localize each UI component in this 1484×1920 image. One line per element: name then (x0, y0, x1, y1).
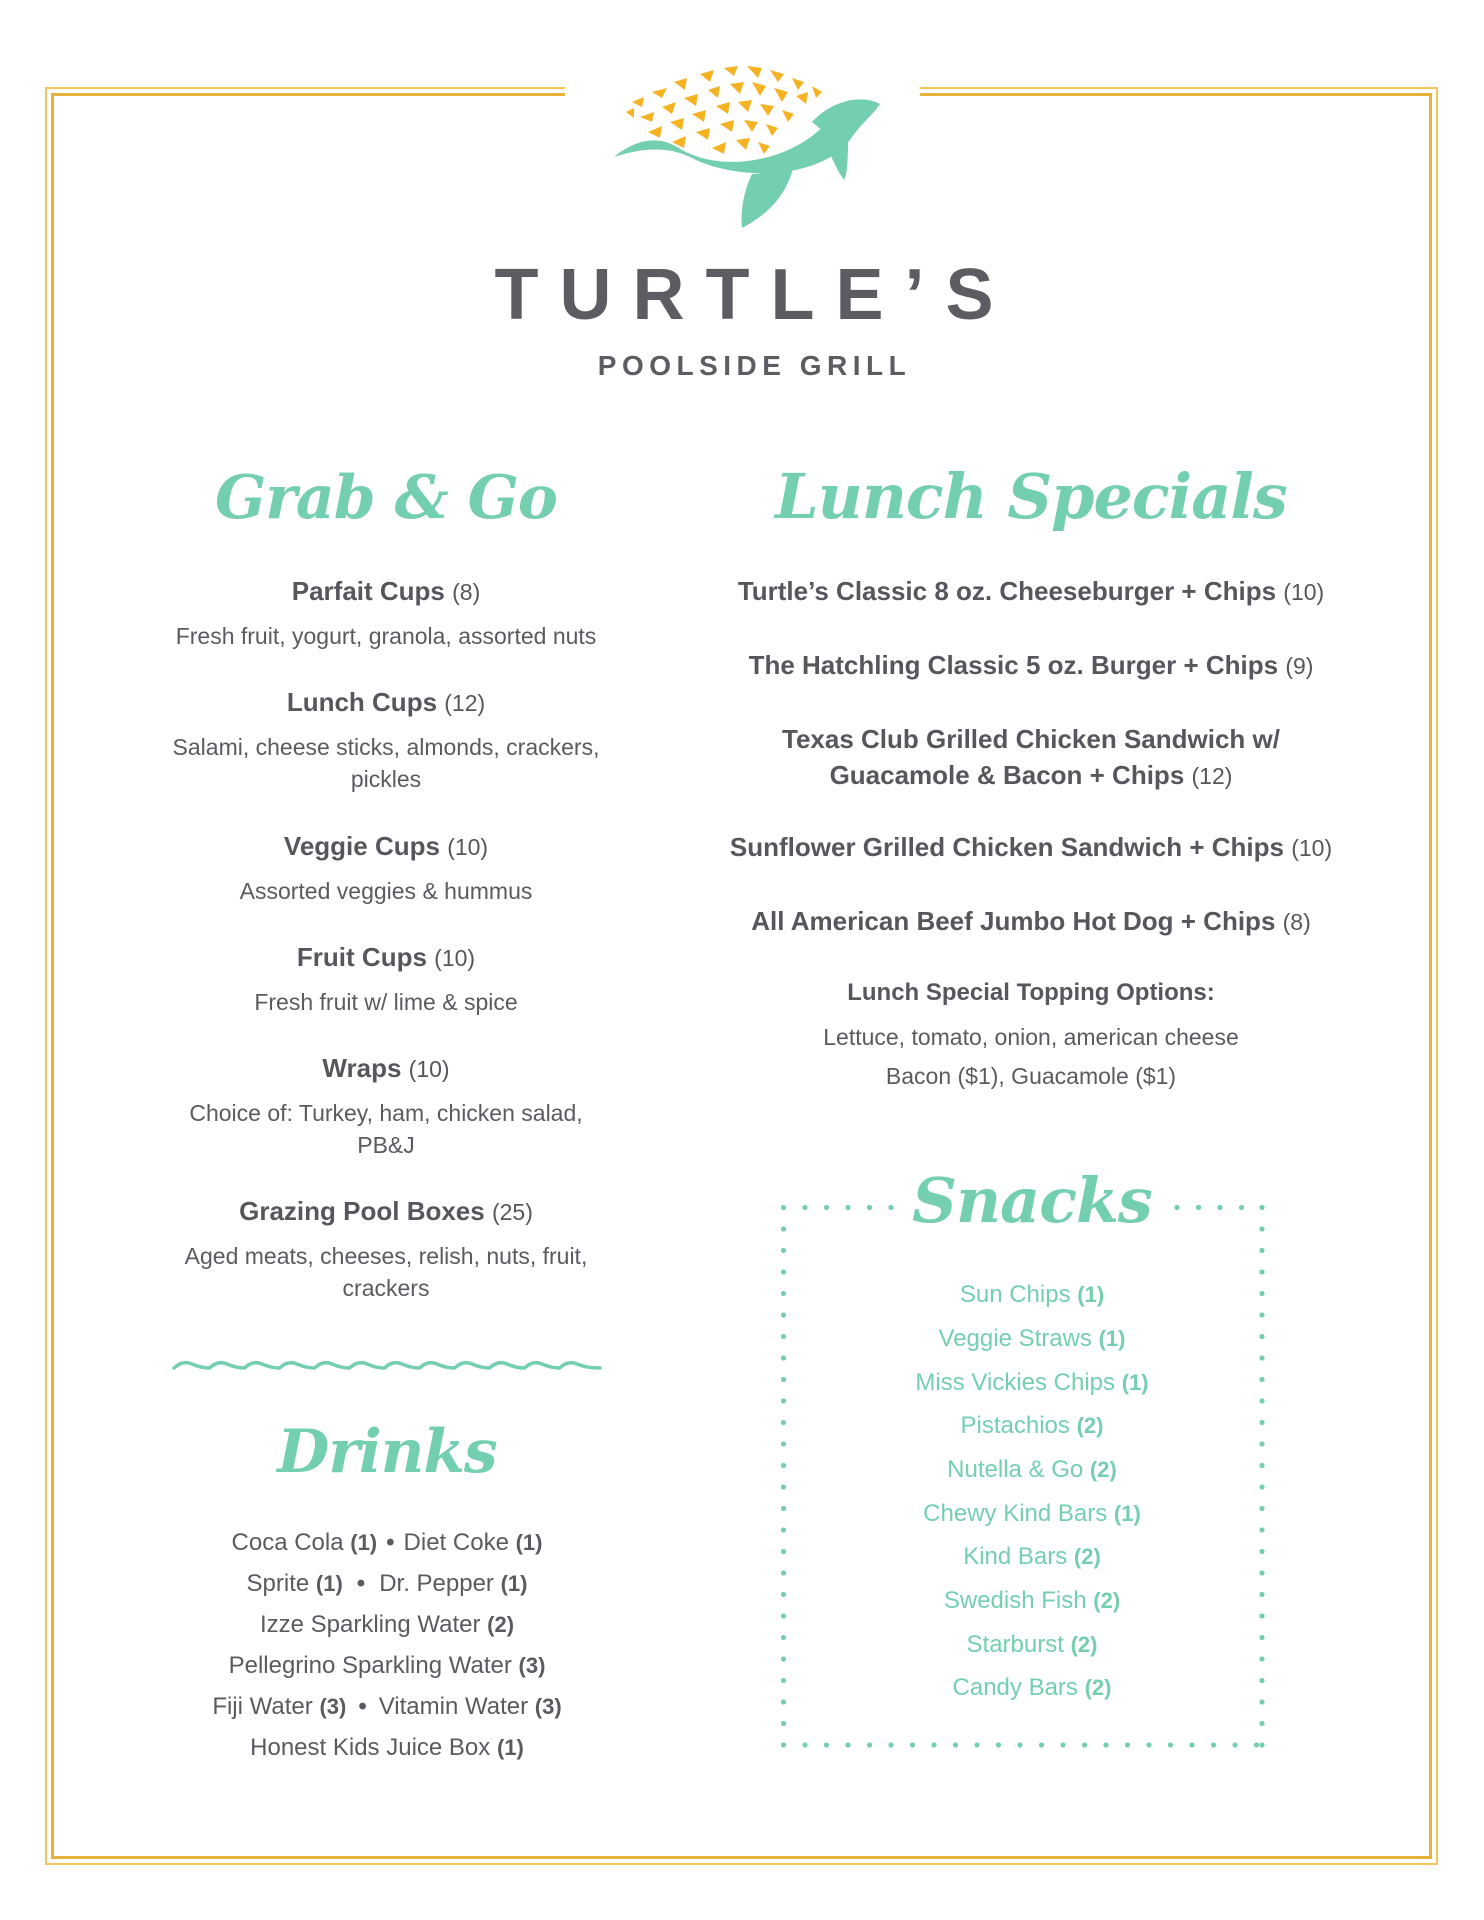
snack-item (963, 1542, 1101, 1572)
drink-price: (1) (500, 1571, 528, 1596)
snack-item (961, 1411, 1104, 1441)
drinks-line (247, 1569, 528, 1599)
snack-name: Chewy Kind Bars (923, 1500, 1108, 1527)
bullet-separator: • (358, 1693, 367, 1720)
restaurant-name: TURTLE’S (494, 255, 1015, 335)
item-name: Turtle’s Classic 8 oz. Cheeseburger + Chips (737, 576, 1277, 606)
snack-price: (1) (1113, 1501, 1141, 1526)
snack-price: (2) (1084, 1675, 1112, 1700)
topping-options-line: Lettuce, tomato, onion, american cheese (823, 1024, 1239, 1050)
drink-name: Pellegrino Sparkling Water (228, 1652, 512, 1679)
topping-options-heading: Lunch Special Topping Options: (847, 979, 1215, 1006)
bullet-separator: • (356, 1570, 366, 1597)
drink-name: Coca Cola (231, 1529, 344, 1556)
item-name: Sunflower Grilled Chicken Sandwich + Chips (729, 832, 1284, 862)
snack-price: (2) (1093, 1588, 1121, 1613)
lunch-special-item (782, 722, 1280, 757)
item-price: (9) (1285, 653, 1314, 679)
drinks-line (232, 1528, 543, 1558)
snack-name: Sun Chips (959, 1281, 1071, 1308)
menu-item-title (284, 831, 488, 862)
drink-price: (3) (534, 1694, 562, 1719)
drink-price: (1) (315, 1571, 343, 1596)
lunch-special-item-cont (830, 758, 1233, 794)
topping-options-line: Bacon ($1), Guacamole ($1) (885, 1063, 1177, 1089)
item-price: (10) (434, 945, 476, 971)
drinks-line (212, 1692, 561, 1722)
menu-item-description: Aged meats, cheeses, relish, nuts, fruit, (184, 1243, 588, 1269)
drink-name: Vitamin Water (378, 1693, 529, 1720)
menu-item-title (239, 1196, 533, 1227)
item-price: (25) (491, 1199, 533, 1225)
snack-name: Veggie Straws (938, 1325, 1092, 1352)
lunch-special-item (738, 574, 1324, 610)
drink-price: (3) (319, 1694, 347, 1719)
item-name: Texas Club Grilled Chicken Sandwich w/ (782, 724, 1280, 754)
snack-name: Pistachios (960, 1412, 1070, 1439)
menu-item-description: Choice of: Turkey, ham, chicken salad, (189, 1100, 583, 1126)
item-price: (12) (1191, 763, 1233, 789)
item-price: (8) (452, 579, 481, 605)
snack-name: Candy Bars (952, 1674, 1078, 1701)
menu-item-description: crackers (342, 1275, 430, 1301)
snack-price: (2) (1070, 1632, 1098, 1657)
lunch-special-item (751, 904, 1311, 940)
menu-item-title (292, 576, 481, 607)
snack-name: Kind Bars (963, 1543, 1068, 1570)
item-price: (10) (447, 834, 489, 860)
item-name: Grazing Pool Boxes (239, 1196, 485, 1226)
item-name: Wraps (322, 1053, 402, 1083)
snack-name: Swedish Fish (943, 1587, 1087, 1614)
snack-item (923, 1499, 1141, 1529)
menu-item-description: Salami, cheese sticks, almonds, crackers, (172, 734, 600, 760)
menu-item-title (287, 687, 485, 718)
menu-item-description: Fresh fruit, yogurt, granola, assorted nuts (175, 623, 597, 649)
snack-item (953, 1673, 1112, 1703)
snack-item (944, 1586, 1120, 1616)
snack-price: (2) (1073, 1544, 1101, 1569)
sea-turtle-logo-icon (612, 62, 882, 230)
drinks-heading: Drinks (277, 1417, 497, 1487)
drink-name: Sprite (246, 1570, 310, 1597)
snack-price: (2) (1076, 1413, 1104, 1438)
snack-item (915, 1368, 1148, 1398)
drinks-line (229, 1651, 546, 1681)
drink-price: (2) (487, 1612, 515, 1637)
item-name: Fruit Cups (296, 942, 427, 972)
snack-name: Miss Vickies Chips (915, 1369, 1116, 1396)
snack-price: (1) (1121, 1370, 1149, 1395)
menu-item-description: Fresh fruit w/ lime & spice (254, 989, 518, 1015)
snack-item (960, 1280, 1104, 1310)
snack-price: (1) (1098, 1326, 1126, 1351)
drink-name: Dr. Pepper (379, 1570, 494, 1597)
menu-item-description: pickles (350, 766, 422, 792)
bullet-separator: • (386, 1529, 395, 1556)
item-name: Parfait Cups (291, 576, 445, 606)
drinks-line (250, 1733, 524, 1763)
menu-item-title (322, 1053, 449, 1084)
menu-item-description: Assorted veggies & hummus (239, 878, 533, 904)
drink-price: (1) (515, 1530, 543, 1555)
restaurant-subtitle: POOLSIDE GRILL (597, 350, 912, 381)
snack-item (947, 1455, 1117, 1485)
snack-item (967, 1630, 1098, 1660)
drink-name: Diet Coke (403, 1529, 509, 1556)
item-name: Veggie Cups (283, 831, 440, 861)
drink-name: Izze Sparkling Water (259, 1611, 481, 1638)
item-name: All American Beef Jumbo Hot Dog + Chips (751, 906, 1276, 936)
snacks-heading: Snacks (894, 1170, 1170, 1232)
item-name: The Hatchling Classic 5 oz. Burger + Chips (748, 650, 1279, 680)
menu-item-description: PB&J (357, 1132, 415, 1158)
snack-item (939, 1324, 1126, 1354)
lunch-special-item (749, 648, 1314, 684)
item-name: Guacamole & Bacon + Chips (829, 760, 1185, 790)
lunch-specials-heading: Lunch Specials (775, 460, 1287, 533)
item-name: Lunch Cups (286, 687, 438, 717)
snack-price: (2) (1089, 1457, 1117, 1482)
snack-name: Starburst (966, 1631, 1064, 1658)
snack-price: (1) (1077, 1282, 1105, 1307)
snack-name: Nutella & Go (947, 1456, 1084, 1483)
item-price: (12) (444, 690, 486, 716)
grab-and-go-heading: Grab & Go (215, 463, 557, 533)
item-price: (10) (1291, 835, 1333, 861)
wave-divider (172, 1356, 602, 1381)
menu-item-title (297, 942, 475, 973)
drinks-line (260, 1610, 514, 1640)
item-price: (10) (408, 1056, 450, 1082)
drink-name: Fiji Water (212, 1693, 313, 1720)
drink-price: (1) (350, 1530, 378, 1555)
drink-price: (1) (496, 1735, 524, 1760)
drink-price: (3) (518, 1653, 546, 1678)
drink-name: Honest Kids Juice Box (250, 1734, 491, 1761)
item-price: (10) (1283, 579, 1325, 605)
lunch-special-item (730, 830, 1332, 866)
item-price: (8) (1282, 909, 1311, 935)
